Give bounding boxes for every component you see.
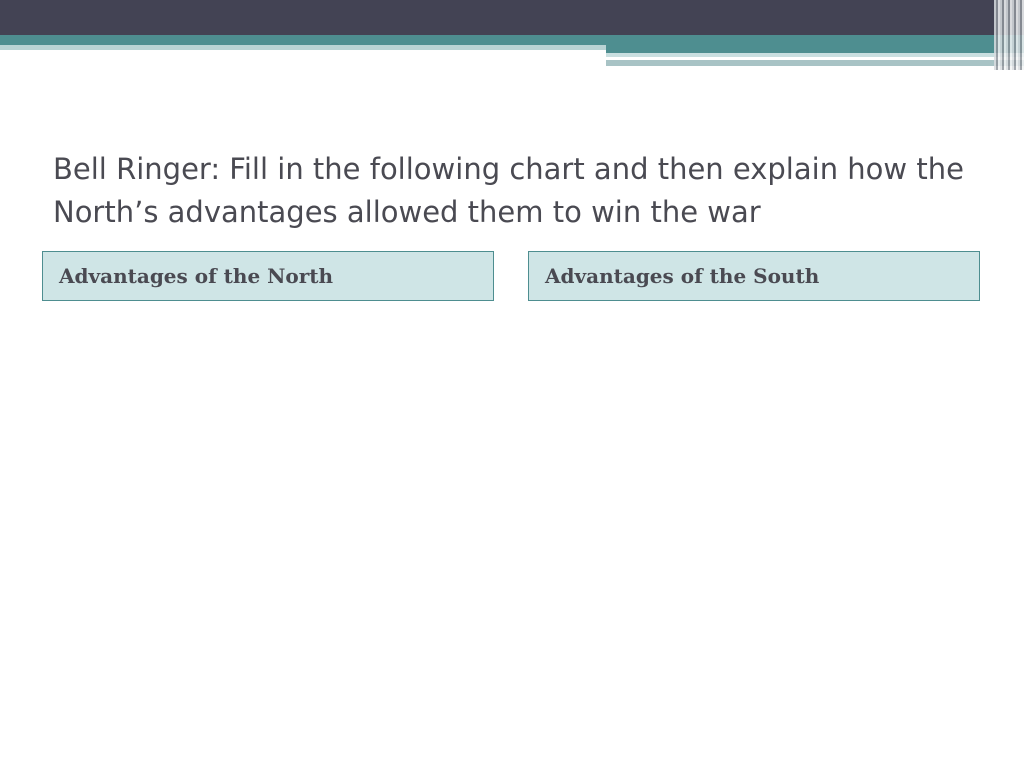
header-band-light-left: [0, 45, 606, 50]
header-band-teal-right: [606, 45, 1024, 53]
header-band-teal: [0, 35, 1024, 45]
header-band-light-right-lower: [606, 60, 1024, 66]
corner-stripes-decoration: [994, 0, 1024, 70]
header-band-dark: [0, 0, 1024, 35]
south-advantages-header: Advantages of the South: [528, 251, 980, 301]
slide-title: Bell Ringer: Fill in the following chart and then explain how the North’s advantages allowed them to win the war: [53, 152, 964, 229]
north-advantages-header: Advantages of the North: [42, 251, 494, 301]
